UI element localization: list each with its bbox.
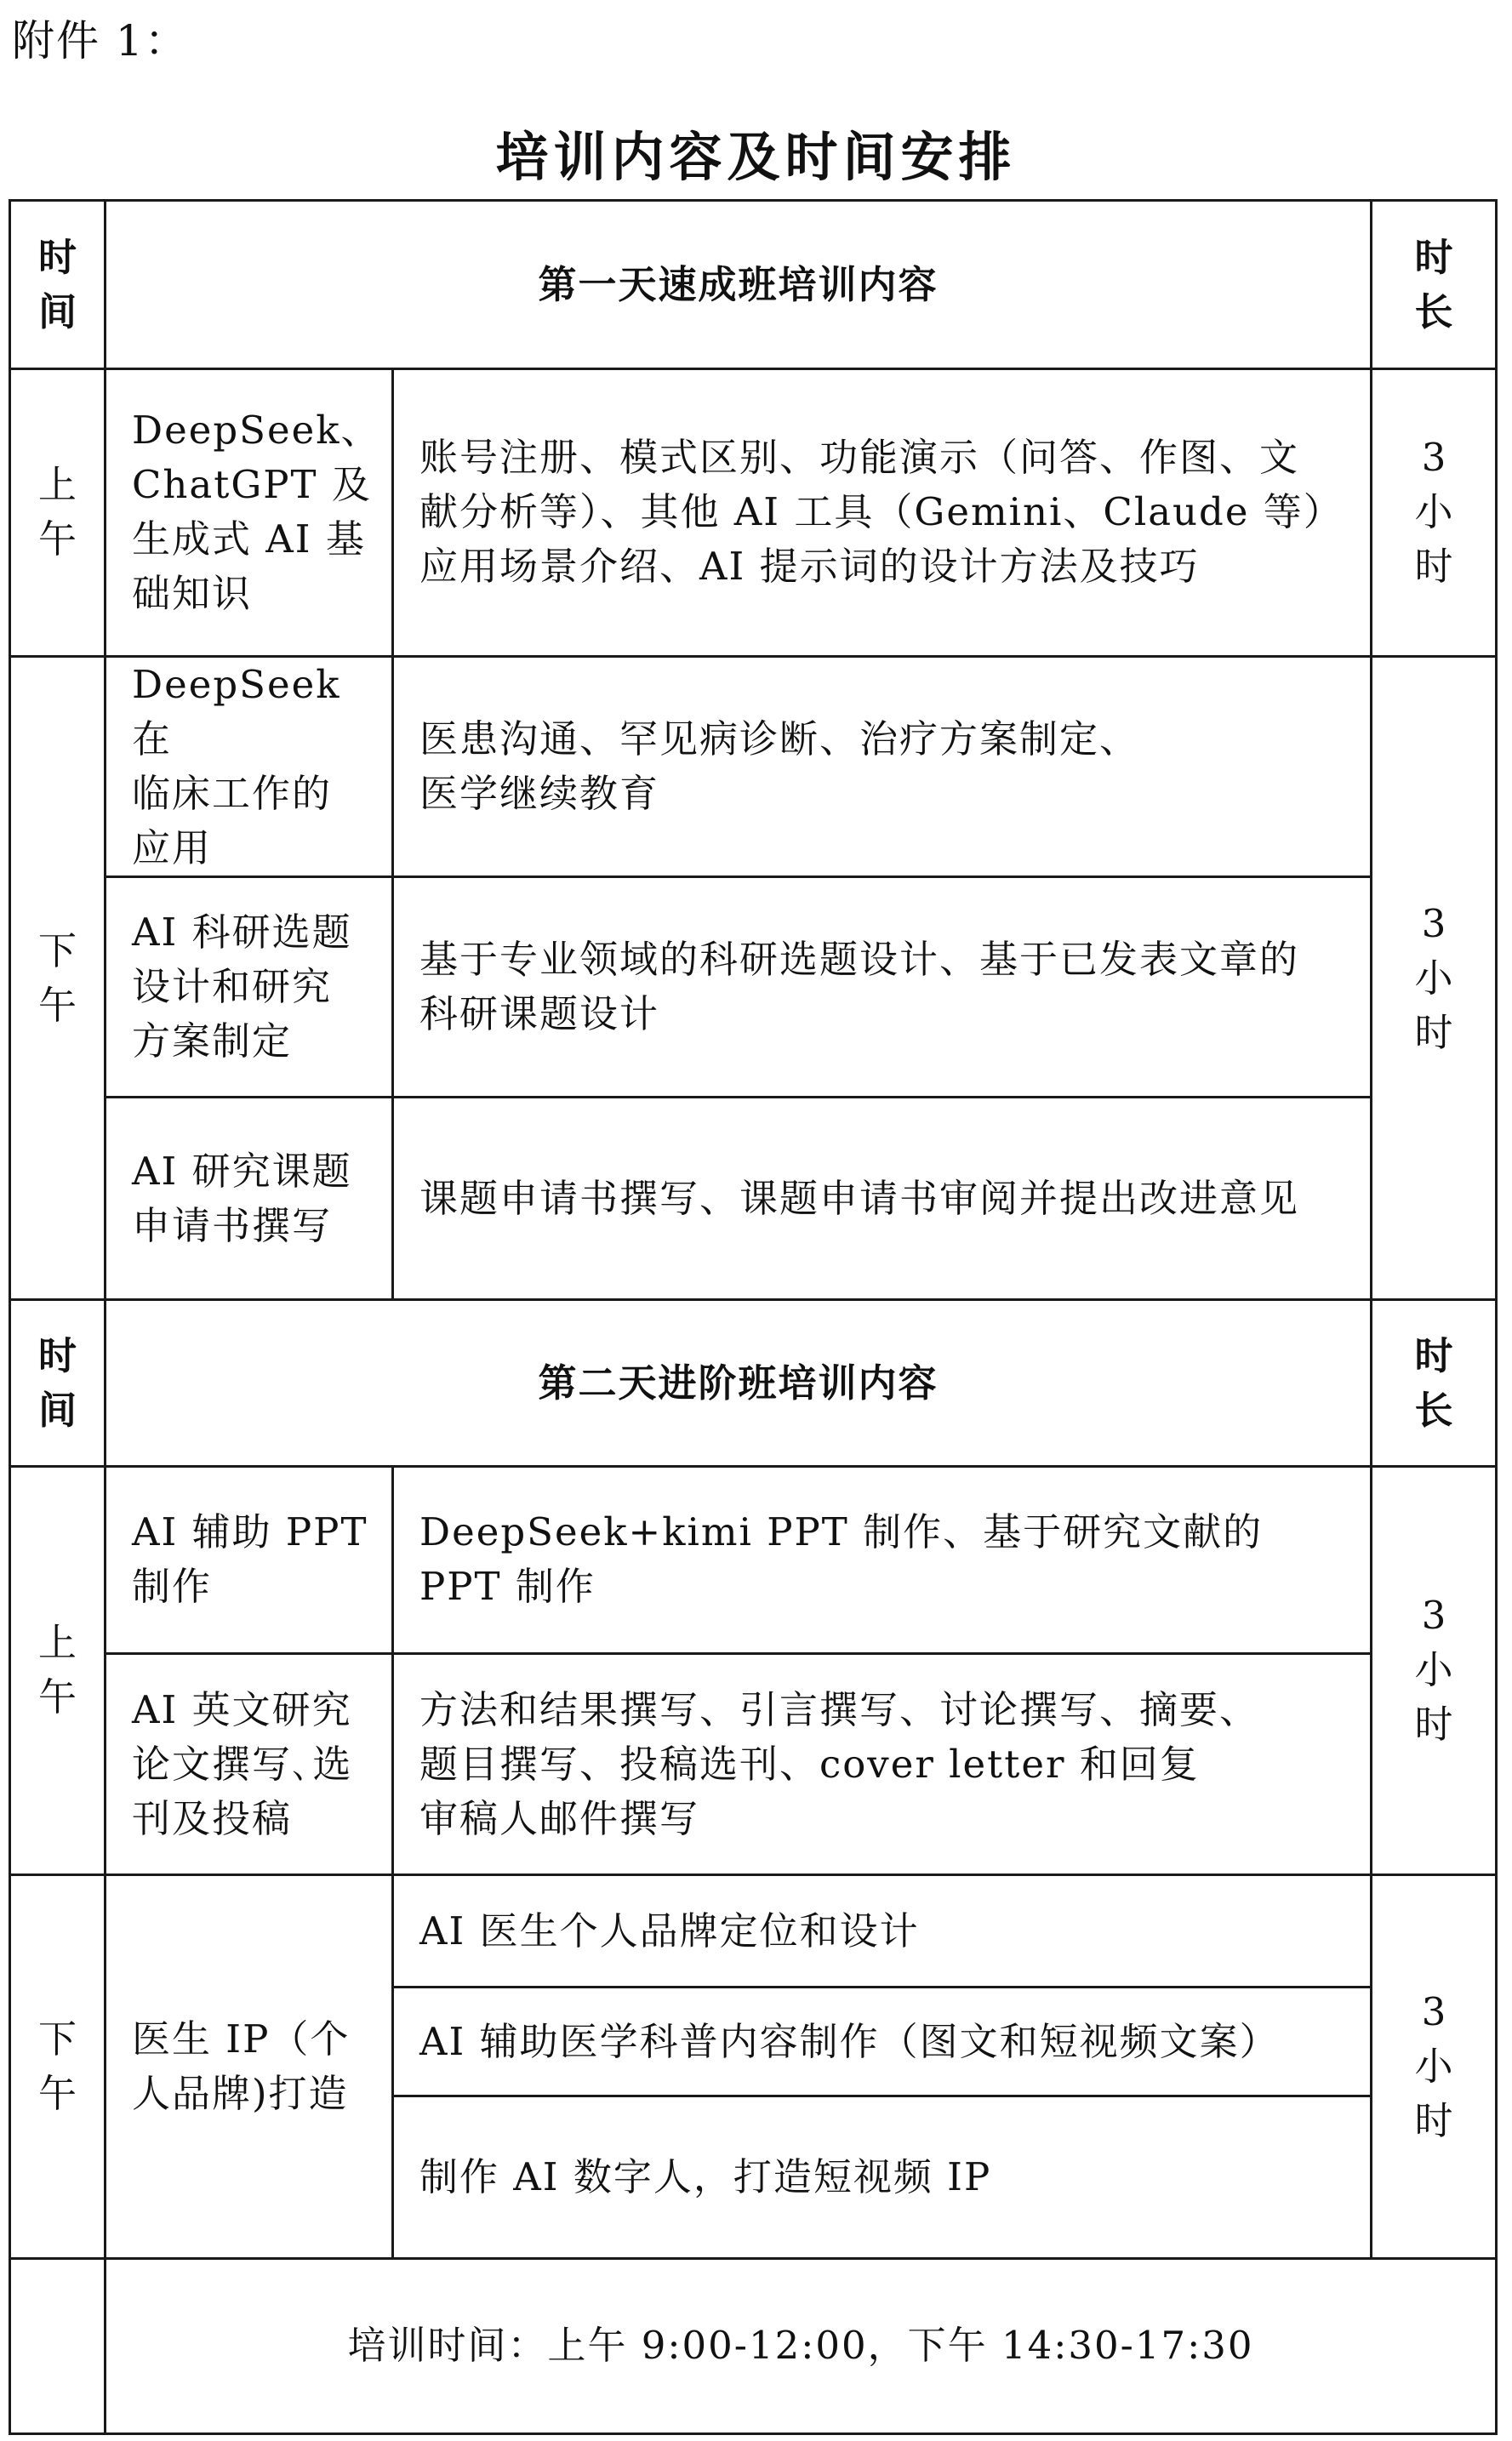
day1-afternoon-row bbox=[10, 1098, 1497, 1300]
page-title: 培训内容及时间安排 bbox=[495, 126, 1017, 188]
day1-afternoon-duration: 3 小 时 bbox=[1372, 656, 1497, 1300]
day1-afternoon-detail-1: 医患沟通、罕见病诊断、治疗方案制定、 医学继续教育 bbox=[393, 656, 1372, 876]
day2-duration-header: 时 长 bbox=[1372, 1300, 1497, 1466]
day1-afternoon-label: 下 午 bbox=[10, 656, 106, 1300]
day1-afternoon-detail-2: 基于专业领域的科研选题设计、基于已发表文章的 科研课题设计 bbox=[393, 876, 1372, 1097]
day2-afternoon-topic: 医生 IP（个 人品牌)打造 bbox=[106, 1875, 393, 2258]
day2-afternoon-detail-3: 制作 AI 数字人，打造短视频 IP bbox=[393, 2096, 1372, 2258]
day1-afternoon-topic-3: AI 研究课题 申请书撰写 bbox=[106, 1098, 393, 1300]
day1-afternoon-topic-2: AI 科研选题 设计和研究 方案制定 bbox=[106, 876, 393, 1097]
day2-morning-detail-2: 方法和结果撰写、引言撰写、讨论撰写、摘要、 题目撰写、投稿选刊、cover letter 和回复 审稿人邮件撰写 bbox=[393, 1653, 1372, 1874]
day1-morning-duration: 3 小 时 bbox=[1372, 369, 1497, 656]
day2-afternoon-detail-2: AI 辅助医学科普内容制作（图文和短视频文案） bbox=[393, 1988, 1372, 2096]
day1-header-row bbox=[10, 201, 1497, 369]
attachment-label: 附件 1： bbox=[12, 16, 189, 66]
day2-afternoon-duration: 3 小 时 bbox=[1372, 1875, 1497, 2258]
day2-morning-topic-1: AI 辅助 PPT 制作 bbox=[106, 1466, 393, 1653]
day1-morning-topic: DeepSeek、 ChatGPT 及 生成式 AI 基 础知识 bbox=[106, 369, 393, 656]
day2-afternoon-row bbox=[10, 1875, 1497, 1988]
footer-row bbox=[10, 2258, 1497, 2433]
day1-morning-detail: 账号注册、模式区别、功能演示（问答、作图、文 献分析等）、其他 AI 工具（Gemini、Claude 等） 应用场景介绍、AI 提示词的设计方法及技巧 bbox=[393, 369, 1372, 656]
day2-title: 第二天进阶班培训内容 bbox=[106, 1300, 1372, 1466]
day1-time-header: 时 间 bbox=[10, 201, 106, 369]
day1-afternoon-topic-1: DeepSeek 在 临床工作的 应用 bbox=[106, 656, 393, 876]
day2-afternoon-detail-1: AI 医生个人品牌定位和设计 bbox=[393, 1875, 1372, 1988]
day2-morning-topic-2: AI 英文研究 论文撰写､选 刊及投稿 bbox=[106, 1653, 393, 1874]
day1-afternoon-detail-3: 课题申请书撰写、课题申请书审阅并提出改进意见 bbox=[393, 1098, 1372, 1300]
footer-blank-cell bbox=[10, 2258, 106, 2433]
day1-afternoon-row bbox=[10, 876, 1497, 1097]
day2-morning-duration: 3 小 时 bbox=[1372, 1466, 1497, 1875]
day2-afternoon-label: 下 午 bbox=[10, 1875, 106, 2258]
schedule-table bbox=[9, 199, 1498, 2435]
day1-title: 第一天速成班培训内容 bbox=[106, 201, 1372, 369]
day1-morning-row bbox=[10, 369, 1497, 656]
day2-morning-row bbox=[10, 1653, 1497, 1874]
day2-morning-detail-1: DeepSeek+kimi PPT 制作、基于研究文献的 PPT 制作 bbox=[393, 1466, 1372, 1653]
day2-time-header: 时 间 bbox=[10, 1300, 106, 1466]
day2-morning-label: 上 午 bbox=[10, 1466, 106, 1875]
day1-afternoon-row bbox=[10, 656, 1497, 876]
day2-morning-row bbox=[10, 1466, 1497, 1653]
day1-duration-header: 时 长 bbox=[1372, 201, 1497, 369]
day2-header-row bbox=[10, 1300, 1497, 1466]
day1-morning-label: 上 午 bbox=[10, 369, 106, 656]
training-time-note: 培训时间：上午 9:00-12:00，下午 14:30-17:30 bbox=[106, 2258, 1497, 2433]
